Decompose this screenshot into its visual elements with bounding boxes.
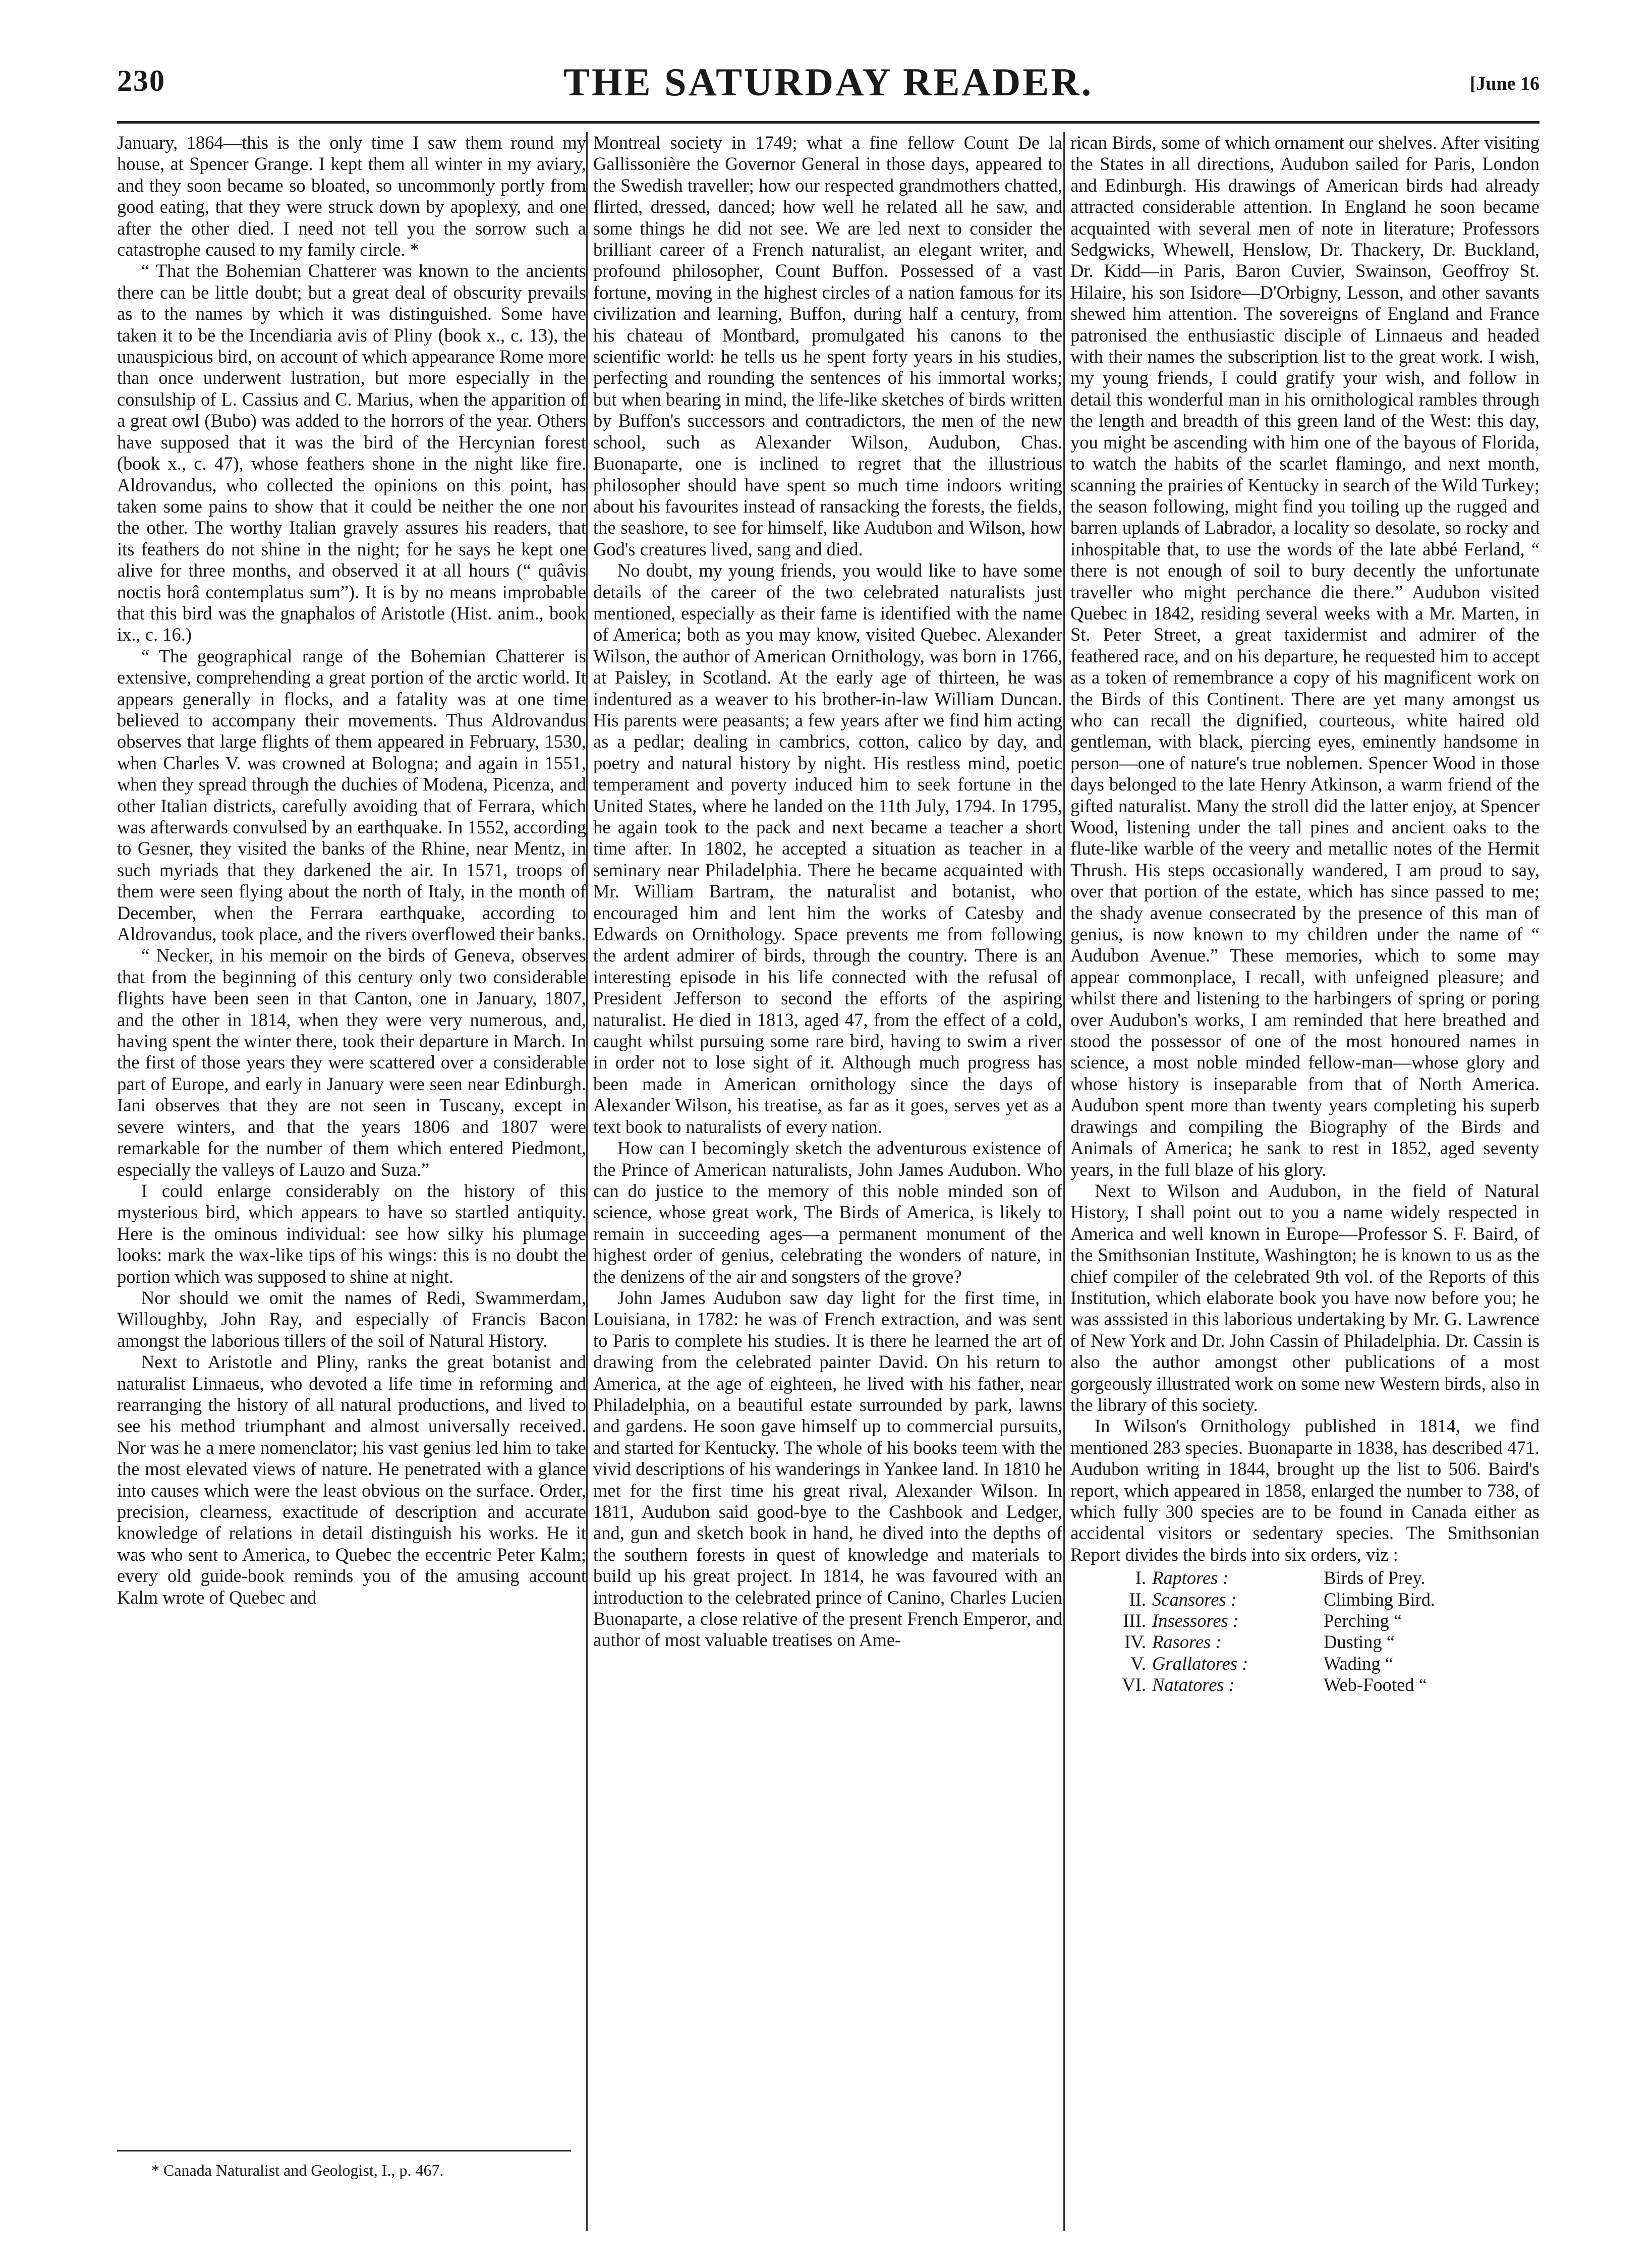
order-number: III. [1123,1610,1146,1631]
paragraph: rican Birds, some of which ornament our shelves. After visiting the States in all directions, Audubon sailed for Paris, London and Edinburgh. His drawings of American birds had already attracted considerable attention. In England he soon became acquainted with several men of note in literature; Professors Sedgwicks, Whewell, Henslow, Dr. Thackery, Dr. Buckland, Dr. Kidd—in Paris, Baron Cuvier, Swainson, Geoffroy St. Hilaire, his son Isidore—D'Orbigny, Lesson, and other savants shewed him attention. The sovereigns of England and France patronised the enthusiastic disciple of Linnaeus and headed with their names the subscription list to the great work. I wish, my young friends, I could gratify your wish, and follow in detail this wonderful man in his ornithological rambles through the length and breadth of this green land of the West: this day, you might be ascending with him one of the bayous of Florida, to watch the habits of the scarlet flamingo, and next month, scanning the prairies of Kentucky in search of the Wild Turkey; the season following, might find you toiling up the rugged and barren uplands of Labrador, a locality so desolate, so rocky and inhospitable that, to use the words of the late abbé Ferland, “ there is not enough of soil to bury decently the unfortunate traveller who might perchance die there.” Audubon visited Quebec in 1842, residing several weeks with a Mr. Marten, in St. Peter Street, a great taxidermist and admirer of the feathered race, and on his departure, he requested him to accept as a token of remembrance a copy of his magnificent work on the Birds of this Continent. There are yet many amongst us who can recall the dignified, courteous, white haired old gentleman, with black, piercing eyes, eminently handsome in person—one of nature's true noblemen. Spencer Wood in those days belonged to the late Henry Atkinson, a warm friend of the gifted naturalist. Many the stroll did the latter enjoy, at Spencer Wood, listening under the tall pines and ancient oaks to the flute-like warble of the veery and metallic notes of the Hermit Thrush. His steps occasionally wandered, I am proud to say, over that portion of the estate, which has since passed to me; the shady avenue consecrated by the presence of this man of genius, is now known to my children under the name of “ Audubon Avenue.” These memories, which to some may appear commonplace, I recall, with unfeigned pleasure; and whilst there and listening to the harbingers of spring or poring over Audubon's works, I am reminded that here breathed and stood the possessor of one of the most honoured names in science, a most noble minded fellow-man—whose glory and whose history is inseparable from that of North America. Audubon spent more than twenty years completing his superb drawings and compiling the Biography of the Birds and Animals of America; he sank to rest in 1852, aged seventy years, in the full blaze of his glory. [1070,132,1540,1180]
paragraph: Next to Wilson and Audubon, in the field of Natural History, I shall point out to you a name widely respected in America and well known in Europe—Professor S. F. Baird, of the Smithsonian Institute, Washington; he is known to us as the chief compiler of the celebrated 9th vol. of the Reports of this Institution, which elaborate book you have now before you; he was asssisted in this laborious undertaking by Mr. G. Lawrence of New York and Dr. John Cassin of Philadelphia. Dr. Cassin is also the author amongst other publications of a most gorgeously illustrated work on some new Western birds, also in the library of this society. [1070,1180,1540,1415]
order-latin-name: Raptores : [1152,1567,1229,1589]
page-header [117,60,1540,115]
order-english-name: Climbing Bird. [1324,1589,1436,1610]
paragraph: No doubt, my young friends, you would like to have some details of the career of the two celebrated naturalists just mentioned, especially as their fame is identified with the name of America; both as you may know, visited Quebec. Alexander Wilson, the author of American Ornithology, was born in 1766, at Paisley, in Scotland. At the early age of thirteen, he was indentured as a weaver to his brother-in-law William Duncan. His parents were peasants; a few years after we find him acting as a pedlar; dealing in cambrics, cotton, calico by day, and poetry and natural history by night. His restless mind, poetic temperament and poverty induced him to seek fortune in the United States, where he landed on the 11th July, 1794. In 1795, he again took to the pack and next became a teacher a short time after. In 1802, he accepted a situation as teacher in a seminary near Philadelphia. There he became acquainted with Mr. William Bartram, the naturalist and botanist, who encouraged him and lent him the works of Catesby and Edwards on Ornithology. Space prevents me from following the ardent admirer of birds, through the country. There is an interesting episode in his life connected with the refusal of President Jefferson to second the efforts of the aspiring naturalist. He died in 1813, aged 47, from the effect of a cold, caught whilst pursuing some rare bird, having to swim a river in order not to lose sight of it. Although much progress has been made in American ornithology since the days of Alexander Wilson, his treatise, as far as it goes, serves yet as a text book to naturalists of every nation. [593,560,1062,1137]
list-item [1070,1674,1540,1695]
paragraph: How can I becomingly sketch the adventurous existence of the Prince of American naturalists, John James Audubon. Who can do justice to the memory of this noble minded son of science, whose great work, The Birds of America, is likely to remain in succeeding ages—a permanent monument of the highest order of genius, celebrating the wonders of nature, in the denizens of the air and songsters of the grove? [593,1138,1062,1287]
order-number: VI. [1122,1674,1146,1695]
bird-orders-list [1070,1567,1540,1695]
masthead-title: THE SATURDAY READER. [563,60,1094,104]
paragraph: I could enlarge considerably on the history of this mysterious bird, which appears to have so startled antiquity. Here is the ominous individual: see how silky his plumage looks: mark the wax-like tips of his wings: this is no doubt the portion which was supposed to shine at night. [117,1180,586,1287]
order-latin-name: Insessores : [1152,1610,1239,1631]
footnote-rule [117,2150,571,2152]
paragraph: In Wilson's Ornithology published in 1814, we find mentioned 283 species. Buonaparte in 1838, has described 471. Audubon writing in 1844, brought up the list to 506. Baird's report, which appeared in 1858, enlarged the number to 738, of which fully 300 species are to be found in Canada either as accidental visitors or sedentary species. The Smithsonian Report divides the birds into six orders, viz : [1070,1416,1540,1565]
order-number: V. [1130,1653,1146,1674]
paragraph: John James Audubon saw day light for the first time, in Louisiana, in 1782: he was of French extraction, and was sent to Paris to complete his studies. It is there he learned the art of drawing from the celebrated painter David. On his return to America, at the age of eighteen, he lived with his father, near Philadelphia, on a beautiful estate surrounded by park, lawns and gardens. He soon gave himself up to commercial pursuits, and started for Kentucky. The whole of his books teem with the vivid descriptions of his wanderings in Yankee land. In 1810 he met for the first time his great rival, Alexander Wilson. In 1811, Audubon said good-bye to the Cashbook and Ledger, and, gun and sketch book in hand, he dived into the depths of the southern forests in quest of knowledge and materials to build up his great project. In 1814, he was favoured with an introduction to the celebrated prince of Canino, Charles Lucien Buonaparte, a close relative of the present French Emperor, and author of most valuable treatises on Ame- [593,1287,1062,1651]
header-rule [117,121,1540,124]
order-latin-name: Rasores : [1152,1631,1222,1653]
order-latin-name: Scansores : [1152,1589,1237,1610]
order-number: I. [1135,1567,1146,1589]
paragraph: Nor should we omit the names of Redi, Swammerdam, Willoughby, John Ray, and especially of Francis Bacon amongst the laborious tillers of the soil of Natural History. [117,1287,586,1351]
paragraph: “ Necker, in his memoir on the birds of Geneva, observes that from the beginning of this century only two considerable flights have been seen in that Canton, one in January, 1807, and the other in 1814, when they were very numerous, and, having spent the winter there, took their departure in March. In the first of those years they were scattered over a considerable part of Europe, and early in January were seen near Edinburgh. Iani observes that they are not seen in Tuscany, except in severe winters, and that the years 1806 and 1807 were remarkable for the number of them which entered Piedmont, especially the valleys of Lauzo and Suza.” [117,945,586,1180]
column-divider [1063,132,1065,2231]
list-item [1070,1610,1540,1631]
order-latin-name: Natatores : [1152,1674,1235,1695]
list-item [1070,1653,1540,1674]
list-item [1070,1631,1540,1653]
order-latin-name: Grallatores : [1152,1653,1248,1674]
order-english-name: Web-Footed “ [1324,1674,1427,1695]
order-english-name: Birds of Prey. [1324,1567,1426,1589]
paragraph: “ That the Bohemian Chatterer was known to the ancients there can be little doubt; but a great deal of obscurity prevails as to the names by which it was distinguished. Some have taken it to be the Incendiaria avis of Pliny (book x., c. 13), the unauspicious bird, on account of which appearance Rome more than once underwent lustration, but more especially in the consulship of L. Cassius and C. Marius, when the apparition of a great owl (Bubo) was added to the horrors of the year. Others have supposed that it was the bird of the Hercynian forest (book x., c. 47), whose feathers shone in the night like fire. Aldrovandus, who collected the opinions on this point, has taken some pains to show that it could be neither the one nor the other. The worthy Italian gravely assures his readers, that its feathers do not shine in the night; for he says he kept one alive for three months, and observed it at all hours (“ quâvis noctis horâ contemplatus sum”). It is by no means improbable that this bird was the gnaphalos of Aristotle (Hist. anim., book ix., c. 16.) [117,260,586,645]
column-1 [117,132,586,1608]
order-english-name: Wading “ [1324,1653,1393,1674]
footnote: * Canada Naturalist and Geologist, I., p. 467. [151,2161,444,2179]
order-number: IV. [1124,1631,1146,1653]
column-3 [1070,132,1540,1696]
list-item [1070,1567,1540,1589]
column-divider [586,132,588,2231]
order-number: II. [1129,1589,1146,1610]
order-english-name: Dusting “ [1324,1631,1395,1653]
column-2 [593,132,1062,1651]
order-english-name: Perching “ [1324,1610,1402,1631]
list-item [1070,1589,1540,1610]
issue-date: [June 16 [1469,73,1540,94]
paragraph: January, 1864—this is the only time I saw them round my house, at Spencer Grange. I kept them all winter in my aviary, and they soon became so bloated, so uncommonly portly from good eating, that they were struck down by apoplexy, and one after the other died. I need not tell you the sorrow such a catastrophe caused to my family circle. * [117,132,586,260]
paragraph: Next to Aristotle and Pliny, ranks the great botanist and naturalist Linnaeus, who devoted a life time in reforming and rearranging the history of all natural productions, and lived to see his method triumphant and almost universally received. Nor was he a mere nomenclator; his vast genius led him to take the most elevated views of nature. He penetrated with a glance into causes which were the least obvious on the surface. Order, precision, clearness, exactitude of description and accurate knowledge of relations in detail distinguish his works. He it was who sent to America, to Quebec the eccentric Peter Kalm; every old guide-book reminds you of the amusing account Kalm wrote of Quebec and [117,1351,586,1608]
paragraph: “ The geographical range of the Bohemian Chatterer is extensive, comprehending a great portion of the arctic world. It appears generally in flocks, and a fatality was at one time believed to accompany their movements. Thus Aldrovandus observes that large flights of them appeared in February, 1530, when Charles V. was crowned at Bologna; and again in 1551, when they spread through the duchies of Modena, Picenza, and other Italian districts, carefully avoiding that of Ferrara, which was afterwards convulsed by an earthquake. In 1552, according to Gesner, they visited the banks of the Rhine, near Mentz, in such myriads that they darkened the air. In 1571, troops of them were seen flying about the north of Italy, in the month of December, when the Ferrara earthquake, according to Aldrovandus, took place, and the rivers overflowed their banks. [117,645,586,945]
page-number: 230 [117,64,165,97]
paragraph: Montreal society in 1749; what a fine fellow Count De la Gallissonière the Governor General in those days, appeared to the Swedish traveller; how our respected grandmothers chatted, flirted, dressed, danced; how well he related all he saw, and some things he did not see. We are led next to consider the brilliant career of a French naturalist, an elegant writer, and profound philosopher, Count Buffon. Possessed of a vast fortune, moving in the highest circles of a nation famous for its civilization and learning, Buffon, during half a century, from his chateau of Montbard, promulgated his canons to the scientific world: he tells us he spent forty years in his studies, perfecting and rounding the sentences of his immortal works; but when bearing in mind, the life-like sketches of birds written by Buffon's successors and contradictors, the men of the new school, such as Alexander Wilson, Audubon, Chas. Buonaparte, one is inclined to regret that the illustrious philosopher should have spent so much time indoors writing about his favourites instead of ransacking the forests, the fields, the seashore, to see for himself, like Audubon and Wilson, how God's creatures lived, sang and died. [593,132,1062,559]
